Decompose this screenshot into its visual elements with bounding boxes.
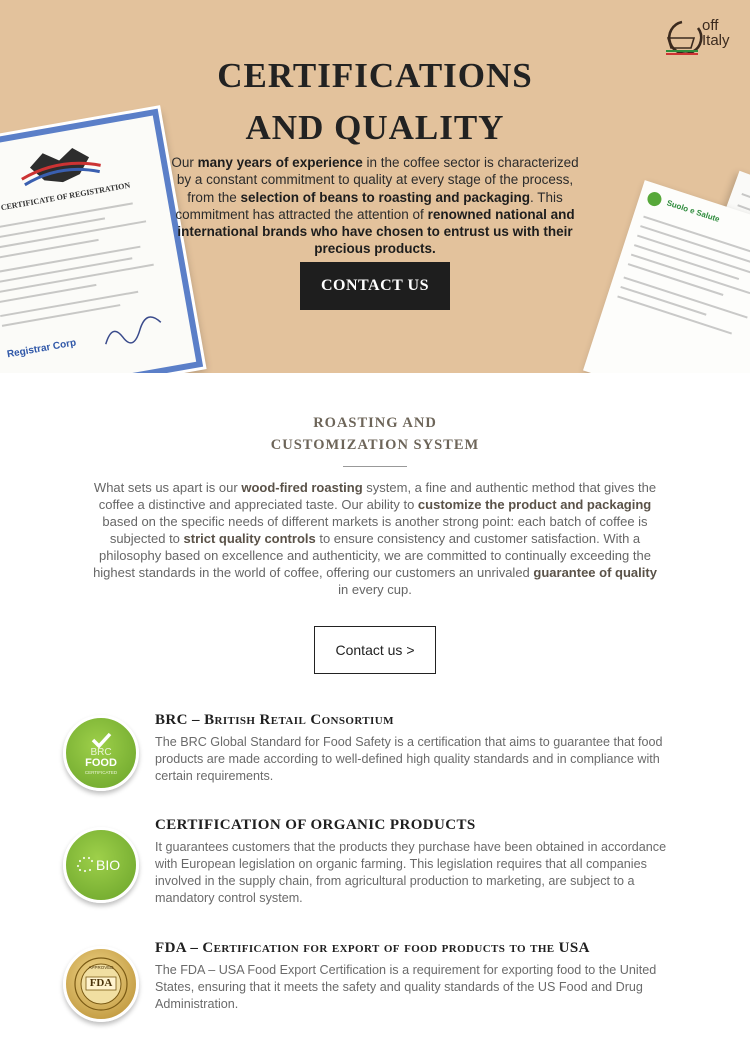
brc-title: BRC – British Retail Consortium bbox=[155, 712, 394, 728]
roasting-title-line-1: ROASTING AND bbox=[313, 415, 437, 431]
hero-text-run: Our bbox=[171, 155, 198, 170]
roasting-text-run: customize the product and packaging bbox=[417, 497, 652, 512]
brc-food-badge-icon bbox=[63, 715, 139, 791]
logo-text bbox=[702, 18, 730, 48]
hero-section bbox=[0, 0, 750, 373]
roasting-text-run: to ensure consistency and customer satisfaction. With a philosophy based on excellence and authenticity, we are committed to continually exceeding the highest standards in the world of coffee, offering our customers an unrivaled bbox=[93, 531, 651, 580]
roasting-title-line-2: CUSTOMIZATION SYSTEM bbox=[270, 437, 480, 453]
hero-text-run: . This commitment has attracted the attention of bbox=[175, 189, 563, 222]
logo-line-2: Italy bbox=[702, 32, 730, 49]
hero-description bbox=[165, 154, 585, 258]
fda-title: FDA – Certification for export of food products to the USA bbox=[155, 940, 590, 956]
brc-badge-line-1: BRC bbox=[90, 747, 112, 758]
roasting-text-run: guarantee of quality bbox=[533, 565, 657, 580]
fda-approved-badge-icon bbox=[63, 946, 139, 1022]
roasting-section-title bbox=[0, 412, 750, 456]
certificate-title-text: CERTIFICATE OF REGISTRATION bbox=[0, 180, 131, 213]
hero-text-run: renowned national and international brands who have chosen to entrust us with their precious products. bbox=[177, 206, 575, 257]
page-title-line-1: CERTIFICATIONS bbox=[217, 56, 533, 95]
organic-title: CERTIFICATION OF ORGANIC PRODUCTS bbox=[155, 817, 476, 833]
section-divider bbox=[343, 466, 407, 467]
hero-text-run: in the coffee sector is characterized by a constant commitment to quality at every stage of the process, from the bbox=[176, 155, 579, 205]
roasting-text-run: strict quality controls bbox=[183, 531, 316, 546]
fda-description: The FDA – USA Food Export Certification is a requirement for exporting food to the United States, ensuring that it meets the safety and quality standards of the US Food and Drug Administration. bbox=[155, 963, 657, 1011]
logo-line-1: off bbox=[702, 17, 719, 34]
roasting-text-run: based on the specific needs of different markets is another strong point: each batch of coffee is subjected to bbox=[102, 514, 648, 546]
bio-leaf-badge-icon bbox=[63, 827, 139, 903]
suolo-e-salute-logo: Suolo e Salute bbox=[665, 198, 721, 224]
organic-certificate-image bbox=[583, 180, 750, 373]
brc-badge-line-2: FOOD bbox=[85, 757, 117, 769]
roasting-text-run: in every cup. bbox=[338, 582, 412, 597]
registrar-corp-label: Registrar Corp bbox=[6, 337, 78, 361]
roasting-text-run: system, a fine and authentic method that gives the coffee a distinctive and appreciated taste. Our ability to bbox=[98, 480, 657, 512]
organic-leaf-icon bbox=[646, 190, 664, 208]
hero-text-run: selection of beans to roasting and packaging bbox=[240, 189, 531, 205]
organic-description: It guarantees customers that the products they purchase have been obtained in accordance with European legislation on organic farming. This legislation requires that all companies involved in the supply chain, from agricultural production to marketing, are subject to a mandatory control system. bbox=[155, 840, 667, 905]
roasting-text-run: What sets us apart is our bbox=[93, 480, 242, 495]
brc-badge-line-3: CERTIFICATED bbox=[84, 770, 118, 775]
brc-description: The BRC Global Standard for Food Safety is a certification that aims to guarantee that food products are made according to well-defined high quality standards and in compliance with certain requirements. bbox=[155, 735, 663, 783]
page-title bbox=[0, 50, 750, 154]
fda-badge-label: FDA bbox=[89, 977, 113, 989]
bio-badge-label: BIO bbox=[96, 857, 121, 873]
contact-us-button[interactable]: CONTACT US bbox=[300, 262, 450, 310]
page-title-line-2: AND QUALITY bbox=[245, 108, 505, 147]
contact-us-link-button[interactable]: Contact us > bbox=[314, 626, 436, 674]
roasting-description bbox=[90, 479, 660, 598]
hero-text-run: many years of experience bbox=[197, 155, 363, 170]
fda-badge-approved: APPROVED bbox=[88, 965, 114, 970]
roasting-text-run: wood-fired roasting bbox=[241, 480, 363, 495]
